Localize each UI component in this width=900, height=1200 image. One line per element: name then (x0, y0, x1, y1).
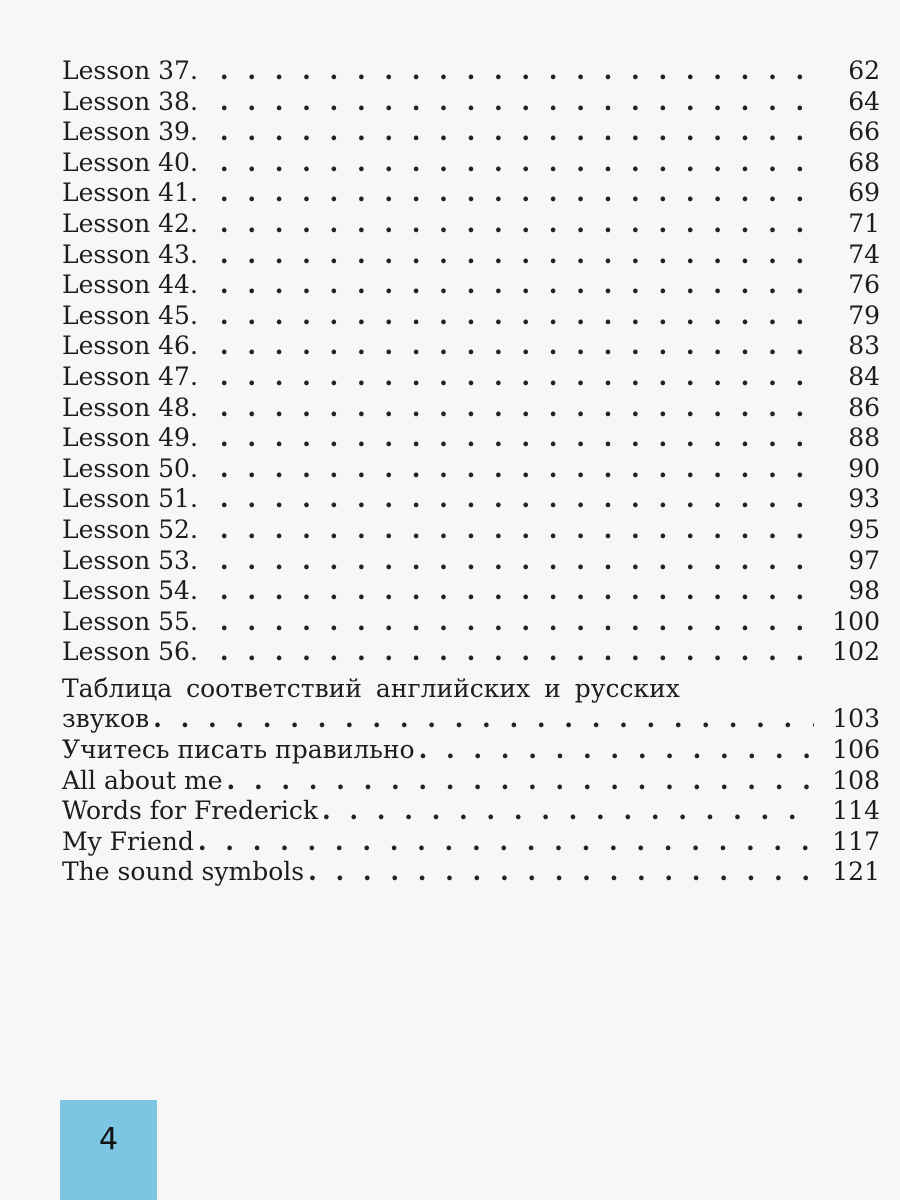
toc-entry-lesson (62, 240, 880, 271)
dot-leader (220, 56, 822, 87)
toc-page-number: 62 (848, 56, 880, 85)
toc-entry-lesson (62, 148, 880, 179)
dot-leader (220, 576, 822, 607)
toc-entry-title-line1: Таблица соответствий английских и русских (62, 673, 680, 703)
toc-entry-title: Lesson 51. (62, 484, 198, 514)
toc-page-number: 90 (848, 453, 880, 483)
toc-entry-lesson (62, 331, 880, 362)
dot-leader (220, 117, 822, 148)
toc-page-number: 79 (848, 300, 880, 330)
toc-entry-lesson (62, 270, 880, 301)
toc-entry-title: Lesson 53. (62, 545, 198, 575)
dot-leader (419, 735, 815, 766)
toc-entry-lesson (62, 576, 880, 607)
toc-entry-title: Учитесь писать правильно (62, 735, 415, 765)
toc-entry-appendix (62, 796, 880, 827)
toc-entry-lesson (62, 637, 880, 668)
dot-leader (220, 209, 822, 240)
toc-entry-title: Lesson 40. (62, 147, 198, 177)
toc-entry-title: Lesson 46. (62, 331, 198, 361)
toc-entry-lesson (62, 484, 880, 515)
toc-entry-title: My Friend (62, 826, 194, 856)
toc-entry-title: Lesson 37. (62, 56, 198, 85)
toc-page-number: 98 (848, 576, 880, 606)
toc-entry-title: Lesson 52. (62, 514, 198, 544)
toc-entry-appendix (62, 766, 880, 797)
toc-entry-lesson (62, 546, 880, 577)
toc-page-number: 108 (832, 765, 880, 795)
toc-entry-lesson (62, 178, 880, 209)
toc-page-number: 117 (832, 826, 880, 856)
toc-entry-sound-table (62, 674, 880, 735)
toc-page-number: 121 (832, 857, 880, 887)
dot-leader (220, 178, 822, 209)
dot-leader (220, 240, 822, 271)
table-of-contents (62, 56, 880, 888)
dot-leader (220, 423, 822, 454)
toc-entry-lesson (62, 393, 880, 424)
dot-leader (220, 331, 822, 362)
page-number-box (60, 1100, 157, 1200)
dot-leader (153, 704, 814, 735)
toc-page-number: 74 (848, 239, 880, 269)
toc-entry-lesson (62, 209, 880, 240)
dot-leader (220, 637, 814, 668)
toc-page-number: 64 (848, 86, 880, 116)
toc-entry-lesson (62, 454, 880, 485)
toc-page-number: 88 (848, 423, 880, 453)
toc-entry-lesson (62, 301, 880, 332)
dot-leader (322, 796, 814, 827)
dot-leader (220, 362, 822, 393)
toc-entry-title: The sound symbols (62, 857, 305, 887)
toc-page-number: 69 (848, 178, 880, 208)
lesson-list (62, 56, 880, 668)
dot-leader (220, 87, 822, 118)
toc-entry-title: Lesson 43. (62, 239, 198, 269)
toc-entry-title: Words for Frederick (62, 796, 318, 826)
dot-leader (220, 546, 822, 577)
toc-entry-title: Lesson 50. (62, 453, 198, 483)
toc-entry-lesson (62, 56, 880, 87)
page-number: 4 (98, 1122, 119, 1157)
toc-entry-appendix (62, 827, 880, 858)
toc-entry-appendix (62, 735, 880, 766)
toc-entry-lesson (62, 515, 880, 546)
dot-leader (220, 454, 822, 485)
toc-entry-title: Lesson 56. (62, 637, 198, 667)
toc-entry-lesson (62, 362, 880, 393)
toc-entry-title: Lesson 45. (62, 300, 198, 330)
toc-entry-lesson (62, 607, 880, 638)
toc-page-number: 93 (848, 484, 880, 514)
toc-entry-title: Lesson 54. (62, 576, 198, 606)
toc-page-number: 83 (848, 331, 880, 361)
dot-leader (220, 270, 822, 301)
dot-leader (220, 393, 822, 424)
dot-leader (220, 301, 822, 332)
toc-page-number: 95 (848, 514, 880, 544)
toc-page-number: 102 (832, 637, 880, 667)
toc-entry-lesson (62, 87, 880, 118)
toc-entry-appendix (62, 857, 880, 888)
toc-page-number: 84 (848, 361, 880, 391)
dot-leader (220, 484, 822, 515)
toc-page-number: 100 (832, 606, 880, 636)
toc-entry-title: Lesson 39. (62, 117, 198, 147)
toc-entry-title: Lesson 42. (62, 208, 198, 238)
toc-entry-title: All about me (62, 765, 223, 795)
toc-page-number: 86 (848, 392, 880, 422)
toc-page-number: 114 (832, 796, 880, 826)
toc-page-number: 106 (832, 735, 880, 765)
appendix-list (62, 735, 880, 888)
toc-entry-lesson (62, 117, 880, 148)
toc-entry-title: Lesson 49. (62, 423, 198, 453)
toc-page-number: 76 (848, 270, 880, 300)
toc-entry-title: Lesson 41. (62, 178, 198, 208)
toc-entry-title: Lesson 38. (62, 86, 198, 116)
toc-page-number: 97 (848, 545, 880, 575)
dot-leader (198, 827, 814, 858)
toc-entry-title: Lesson 44. (62, 270, 198, 300)
dot-leader (308, 857, 814, 888)
toc-entry-lesson (62, 423, 880, 454)
dot-leader (220, 148, 822, 179)
dot-leader (227, 766, 815, 797)
toc-page-number: 103 (832, 704, 880, 734)
toc-entry-title: Lesson 48. (62, 392, 198, 422)
toc-entry-title-line2: звуков (62, 704, 150, 734)
dot-leader (220, 607, 814, 638)
toc-page-number: 66 (848, 117, 880, 147)
toc-page-number: 71 (848, 208, 880, 238)
toc-entry-title: Lesson 47. (62, 361, 198, 391)
toc-entry-title: Lesson 55. (62, 606, 198, 636)
dot-leader (220, 515, 822, 546)
toc-page-number: 68 (848, 147, 880, 177)
